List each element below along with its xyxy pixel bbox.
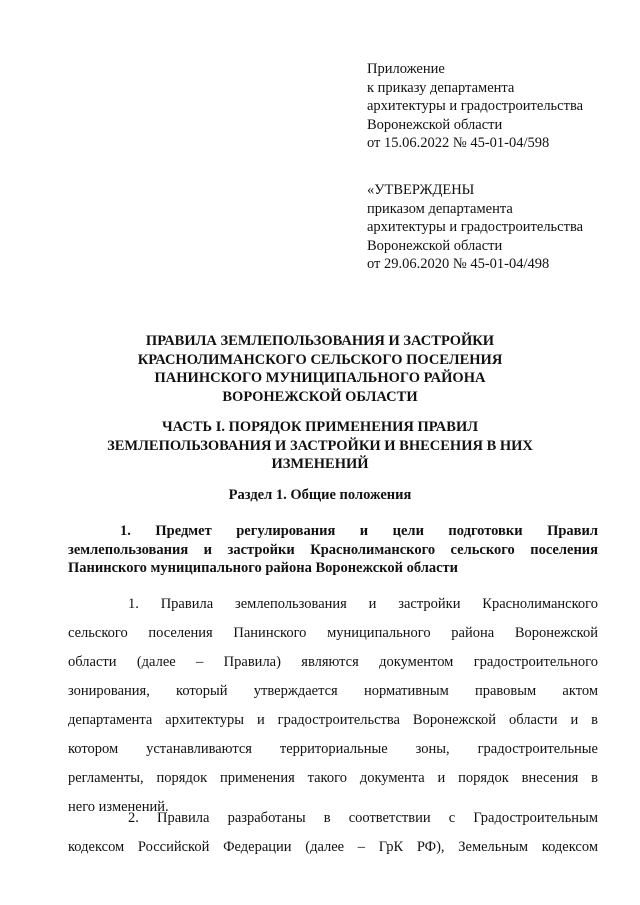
document-title <box>0 332 640 406</box>
paragraph-line: 1. Правила землепользования и застройки Краснолиманского <box>128 596 598 612</box>
part-line: ЗЕМЛЕПОЛЬЗОВАНИЯ И ЗАСТРОЙКИ И ВНЕСЕНИЯ В НИХ <box>107 437 533 454</box>
approval-line: Воронежской области <box>367 237 503 254</box>
paragraph-line: 2. Правила разработаны в соответствии с Градостроительным <box>128 810 598 826</box>
part-line: ИЗМЕНЕНИЙ <box>271 456 369 472</box>
paragraph-2 <box>68 804 598 862</box>
title-line: ПРАВИЛА ЗЕМЛЕПОЛЬЗОВАНИЯ И ЗАСТРОЙКИ <box>145 333 495 349</box>
title-line: КРАСНОЛИМАНСКОГО СЕЛЬСКОГО ПОСЕЛЕНИЯ <box>137 351 503 368</box>
paragraph-line: регламенты, порядок применения такого документа и порядок внесения в <box>68 770 598 786</box>
appendix-line: от 15.06.2022 № 45-01-04/598 <box>367 135 550 151</box>
appendix-line: архитектуры и градостроительства <box>367 98 584 114</box>
approval-line: «УТВЕРЖДЕНЫ <box>367 182 475 198</box>
appendix-line: Приложение <box>367 61 445 77</box>
approval-line: от 29.06.2020 № 45-01-04/498 <box>367 256 550 272</box>
paragraph-line: кодексом Российской Федерации (далее – ГрК РФ), Земельным кодексом <box>68 839 598 855</box>
article-line: землепользования и застройки Краснолиманского сельского поселения <box>68 541 598 558</box>
part-line: ЧАСТЬ I. ПОРЯДОК ПРИМЕНЕНИЯ ПРАВИЛ <box>161 419 479 435</box>
approval-line: архитектуры и градостроительства <box>367 219 584 235</box>
approval-note <box>367 181 583 274</box>
paragraph-line: департамента архитектуры и градостроительства Воронежской области и в <box>68 712 598 728</box>
appendix-note <box>367 60 583 153</box>
paragraph-line: зонирования, который утверждается нормативным правовым актом <box>68 683 598 699</box>
title-line: ВОРОНЕЖСКОЙ ОБЛАСТИ <box>222 388 418 405</box>
paragraph-line: него изменений. <box>68 799 169 815</box>
paragraph-1 <box>68 590 598 822</box>
section-heading: Раздел 1. Общие положения <box>228 487 412 503</box>
paragraph-line: котором устанавливаются территориальные зоны, градостроительные <box>68 741 598 757</box>
title-line: ПАНИНСКОГО МУНИЦИПАЛЬНОГО РАЙОНА <box>154 370 486 386</box>
appendix-line: к приказу департамента <box>367 79 515 96</box>
paragraph-line: области (далее – Правила) являются документом градостроительного <box>68 654 598 670</box>
article-line: Панинского муниципального района Воронежской области <box>68 560 459 576</box>
article-heading <box>68 522 598 578</box>
paragraph-line: сельского поселения Панинского муниципального района Воронежской <box>68 625 598 641</box>
appendix-line: Воронежской области <box>367 116 503 133</box>
article-line: 1. Предмет регулирования и цели подготовки Правил <box>120 523 598 539</box>
part-heading <box>0 418 640 474</box>
approval-line: приказом департамента <box>367 200 513 217</box>
